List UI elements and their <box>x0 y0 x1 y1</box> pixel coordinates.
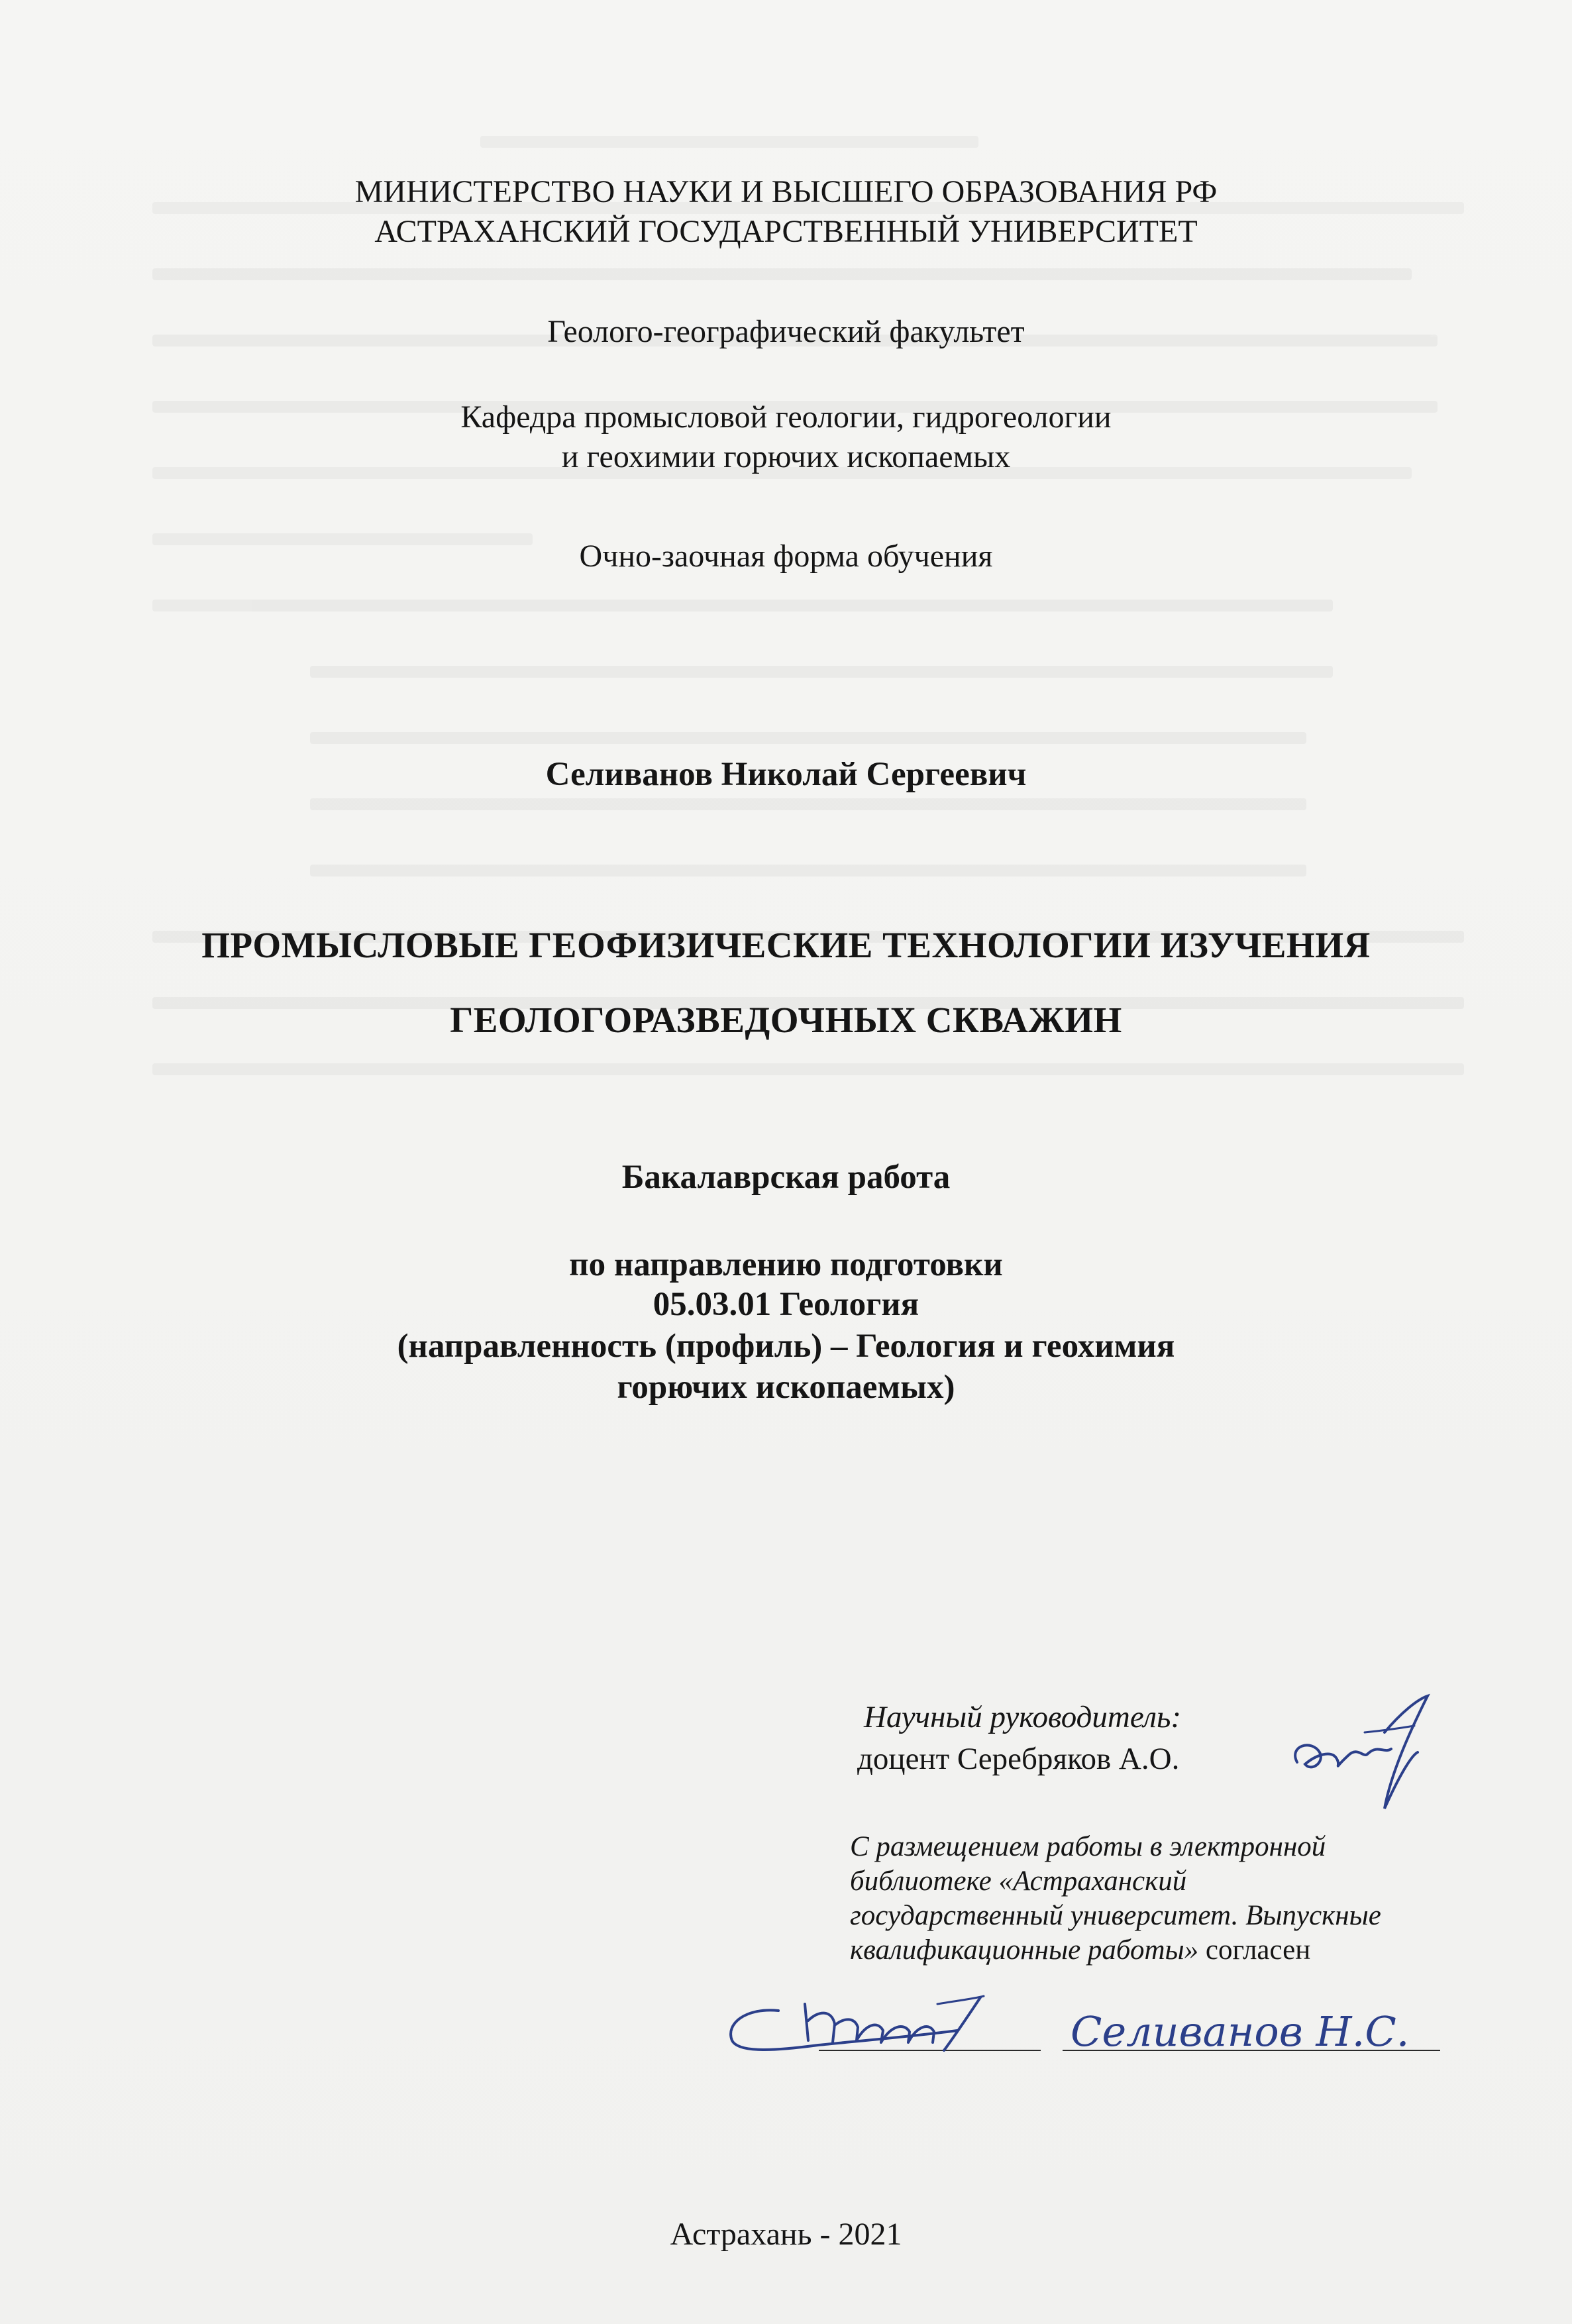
student-signature <box>719 1984 1050 2064</box>
work-type: Бакалаврская работа <box>621 1159 951 1196</box>
university-heading: АСТРАХАНСКИЙ ГОСУДАРСТВЕННЫЙ УНИВЕРСИТЕТ <box>374 214 1198 249</box>
student-name-handwritten <box>1067 2007 1451 2060</box>
consent-line-4 <box>850 1933 1381 1968</box>
consent-line-4-text: квалификационные работы» <box>850 1934 1199 1966</box>
consent-line-3: государственный университет. Выпускные <box>850 1900 1381 1931</box>
consent-line-2: библиотеке «Астраханский <box>850 1866 1187 1897</box>
direction-code: 05.03.01 Геология <box>653 1286 919 1323</box>
consent-statement <box>850 1830 1381 1968</box>
thesis-title-line-2: ГЕОЛОГОРАЗВЕДОЧНЫХ СКВАЖИН <box>450 1000 1122 1040</box>
student-signature-text: Селиванов Н.С. <box>1071 2007 1410 2056</box>
direction-line-1: по направлению подготовки <box>569 1246 1003 1283</box>
footer-city-year: Астрахань - 2021 <box>670 2217 902 2252</box>
department-line-1: Кафедра промысловой геологии, гидрогеологии <box>460 399 1112 435</box>
ministry-heading: МИНИСТЕРСТВО НАУКИ И ВЫСШЕГО ОБРАЗОВАНИЯ РФ <box>354 174 1218 209</box>
direction-profile-line-1: (направленность (профиль) – Геология и геохимия <box>397 1328 1175 1365</box>
thesis-title-line-1: ПРОМЫСЛОВЫЕ ГЕОФИЗИЧЕСКИЕ ТЕХНОЛОГИИ ИЗУЧЕНИЯ <box>201 925 1371 965</box>
department-line-2: и геохимии горючих ископаемых <box>561 439 1011 474</box>
supervisor-label: Научный руководитель: <box>864 1700 1182 1734</box>
direction-profile-line-2: горючих ископаемых) <box>617 1369 955 1406</box>
supervisor-name: доцент Серебряков А.О. <box>857 1742 1180 1776</box>
supervisor-signature <box>1285 1693 1457 1819</box>
study-form: Очно-заочная форма обучения <box>579 539 993 574</box>
consent-agree-word: согласен <box>1198 1934 1311 1966</box>
author-name: Селиванов Николай Сергеевич <box>545 756 1027 793</box>
consent-line-1: С размещением работы в электронной <box>850 1831 1326 1862</box>
faculty-line: Геолого-географический факультет <box>547 314 1025 349</box>
